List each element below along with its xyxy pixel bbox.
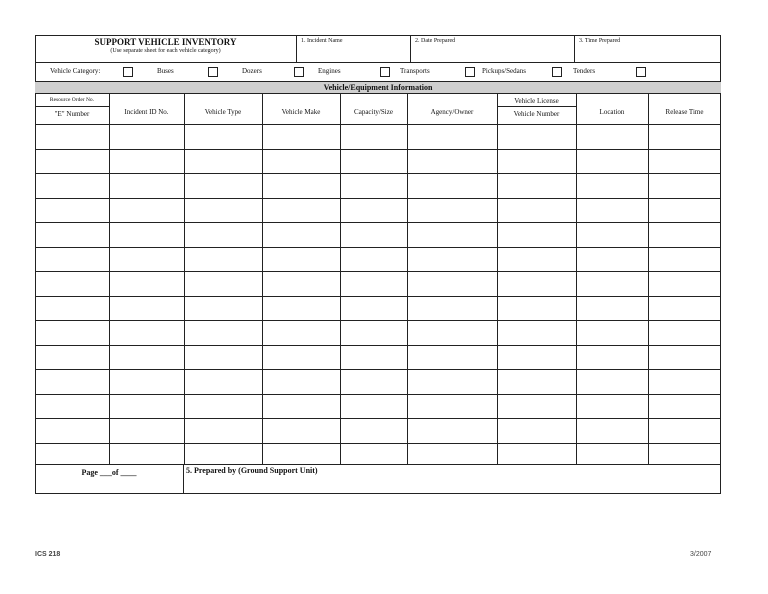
- revision-date: 3/2007: [690, 551, 712, 558]
- time-prepared-label: 3. Time Prepared: [579, 38, 621, 44]
- row-divider: [35, 222, 721, 223]
- row-divider: [35, 271, 721, 272]
- checkbox-pickups-sedans[interactable]: [465, 67, 475, 77]
- row-divider: [35, 296, 721, 297]
- incident-name-field[interactable]: [297, 35, 411, 62]
- checkbox-buses[interactable]: [123, 67, 133, 77]
- divider: [35, 62, 721, 63]
- checkbox-engines[interactable]: [294, 67, 304, 77]
- page-number[interactable]: Page ___of ____: [81, 468, 137, 477]
- col-license-bottom: Vehicle Number: [513, 110, 560, 118]
- checkbox-dozers[interactable]: [208, 67, 218, 77]
- row-divider: [35, 320, 721, 321]
- form-id: ICS 218: [35, 551, 61, 558]
- row-divider: [35, 418, 721, 419]
- row-divider: [35, 198, 721, 199]
- incident-name-label: 1. Incident Name: [301, 38, 343, 44]
- option-pickups-sedans: Pickups/Sedans: [482, 67, 526, 75]
- option-dozers: Dozers: [242, 67, 262, 75]
- col-resource-order-top: Resource Order No.: [49, 97, 95, 103]
- row-divider: [35, 124, 721, 125]
- divider: [35, 106, 109, 107]
- date-prepared-field[interactable]: [411, 35, 575, 62]
- row-divider: [35, 443, 721, 444]
- row-divider: [35, 247, 721, 248]
- col-capacity: Capacity/Size: [354, 108, 393, 116]
- row-divider: [35, 369, 721, 370]
- date-prepared-label: 2. Date Prepared: [415, 38, 456, 44]
- row-divider: [35, 345, 721, 346]
- column-divider: [183, 464, 184, 494]
- col-license-top: Vehicle License: [514, 97, 559, 105]
- row-divider: [35, 394, 721, 395]
- time-prepared-field[interactable]: [575, 35, 721, 62]
- col-agency: Agency/Owner: [430, 108, 474, 116]
- col-release-time: Release Time: [665, 108, 704, 116]
- prepared-by-field[interactable]: 5. Prepared by (Ground Support Unit): [186, 466, 318, 475]
- checkbox-tenders-extra[interactable]: [636, 67, 646, 77]
- form-title: SUPPORT VEHICLE INVENTORY: [94, 37, 237, 47]
- section-band: Vehicle/Equipment Information: [35, 81, 721, 94]
- divider: [497, 106, 576, 107]
- option-engines: Engines: [318, 67, 341, 75]
- col-incident-id: Incident ID No.: [124, 108, 169, 116]
- col-vehicle-type: Vehicle Type: [204, 108, 242, 116]
- vehicle-category-label: Vehicle Category:: [50, 67, 101, 75]
- col-e-number: "E" Number: [54, 110, 90, 118]
- row-divider: [35, 464, 721, 465]
- option-tenders: Tenders: [573, 67, 596, 75]
- checkbox-tenders[interactable]: [552, 67, 562, 77]
- row-divider: [35, 173, 721, 174]
- form-subtitle: (Use separate sheet for each vehicle category): [110, 47, 221, 54]
- col-location: Location: [599, 108, 625, 116]
- row-divider: [35, 149, 721, 150]
- col-vehicle-make: Vehicle Make: [281, 108, 321, 116]
- checkbox-transports[interactable]: [380, 67, 390, 77]
- form-frame: [35, 35, 721, 494]
- form-title-block: [35, 35, 297, 62]
- option-transports: Transports: [400, 67, 430, 75]
- option-buses: Buses: [157, 67, 174, 75]
